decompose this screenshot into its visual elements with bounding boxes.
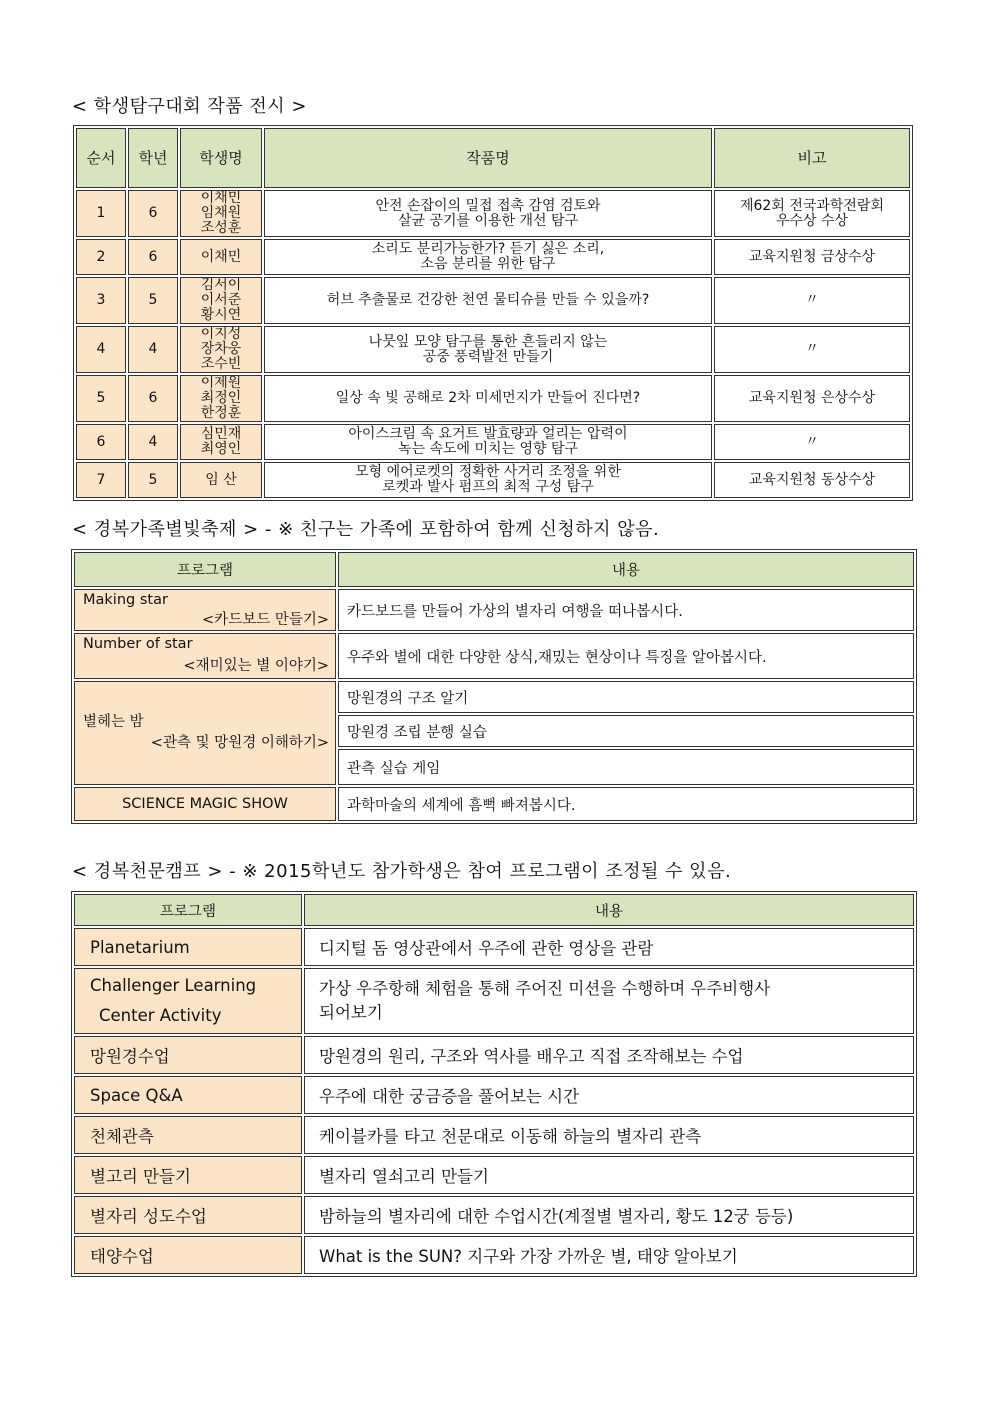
header-program: 프로그램	[74, 552, 336, 587]
festival-table	[71, 549, 917, 824]
header-grade: 학년	[128, 128, 178, 188]
content-space-qa: 우주에 대한 궁금증을 풀어보는 시간	[304, 1076, 914, 1114]
table-row	[76, 326, 910, 373]
row-grade: 5	[128, 462, 178, 498]
row-work: 허브 추출물로 건강한 천연 물티슈를 만들 수 있을까?	[264, 277, 712, 324]
program-keyring: 별고리 만들기	[74, 1156, 302, 1194]
row-grade: 5	[128, 277, 178, 324]
content-night-1: 망원경의 구조 알기	[338, 681, 914, 713]
content-magic-show: 과학마술의 세계에 흠뻑 빠져봅시다.	[338, 787, 914, 821]
header-content: 내용	[304, 894, 914, 926]
header-note: 비고	[714, 128, 910, 188]
row-grade: 4	[128, 326, 178, 373]
program-telescope: 망원경수업	[74, 1036, 302, 1074]
table-row	[76, 190, 910, 237]
table-row	[74, 1156, 914, 1194]
row-grade: 4	[128, 424, 178, 460]
row-note: 〃	[714, 277, 910, 324]
row-students: 이채민	[180, 239, 262, 275]
content-night-3: 관측 실습 게임	[338, 749, 914, 785]
program-night: 별헤는 밤 <관측 및 망원경 이해하기>	[74, 681, 336, 785]
row-students: 이채민 임채원 조성훈	[180, 190, 262, 237]
program-observation: 천체관측	[74, 1116, 302, 1154]
table-row	[74, 1036, 914, 1074]
section1-title: < 학생탐구대회 작품 전시 >	[72, 96, 307, 117]
row-order: 6	[76, 424, 126, 460]
program-making-star: Making star <카드보드 만들기>	[74, 589, 336, 631]
row-students: 이제원 최정인 한정훈	[180, 375, 262, 422]
row-note: 교육지원청 금상수상	[714, 239, 910, 275]
row-note: 〃	[714, 424, 910, 460]
section2-title: < 경복가족별빛축제 > - ※ 친구는 가족에 포함하여 함께 신청하지 않음.	[72, 519, 660, 540]
program-constellation: 별자리 성도수업	[74, 1196, 302, 1234]
program-sun: 태양수업	[74, 1236, 302, 1274]
content-constellation: 밤하늘의 별자리에 대한 수업시간(계절별 별자리, 황도 12궁 등등)	[304, 1196, 914, 1234]
table-row	[74, 589, 914, 631]
row-students: 임 산	[180, 462, 262, 498]
content-challenger: 가상 우주항해 체험을 통해 주어진 미션을 수행하며 우주비행사 되어보기	[304, 968, 914, 1034]
header-order: 순서	[76, 128, 126, 188]
content-sun: What is the SUN? 지구와 가장 가까운 별, 태양 알아보기	[304, 1236, 914, 1274]
row-order: 7	[76, 462, 126, 498]
content-telescope: 망원경의 원리, 구조와 역사를 배우고 직접 조작해보는 수업	[304, 1036, 914, 1074]
program-magic-show: SCIENCE MAGIC SHOW	[74, 787, 336, 821]
header-program: 프로그램	[74, 894, 302, 926]
table-row	[74, 1116, 914, 1154]
table-row	[76, 239, 910, 275]
row-work: 아이스크림 속 요거트 발효량과 얼리는 압력이 녹는 속도에 미치는 영향 탐구	[264, 424, 712, 460]
content-making-star: 카드보드를 만들어 가상의 별자리 여행을 떠나봅시다.	[338, 589, 914, 631]
row-students: 이지성 장차웅 조수빈	[180, 326, 262, 373]
header-work: 작품명	[264, 128, 712, 188]
table-row	[74, 1196, 914, 1234]
row-work: 모형 에어로켓의 정확한 사거리 조정을 위한 로켓과 발사 펌프의 최적 구성 탐구	[264, 462, 712, 498]
table-row	[76, 277, 910, 324]
content-number-of-star: 우주와 별에 대한 다양한 상식,재밌는 현상이나 특징을 알아봅시다.	[338, 633, 914, 679]
row-note: 교육지원청 은상수상	[714, 375, 910, 422]
program-planetarium: Planetarium	[74, 928, 302, 966]
row-order: 1	[76, 190, 126, 237]
row-work: 나뭇잎 모양 탐구를 통한 흔들리지 않는 공중 풍력발전 만들기	[264, 326, 712, 373]
row-work: 소리도 분리가능한가? 듣기 싫은 소리, 소음 분리를 위한 탐구	[264, 239, 712, 275]
row-grade: 6	[128, 190, 178, 237]
table-row	[74, 928, 914, 966]
row-order: 4	[76, 326, 126, 373]
table-row	[74, 968, 914, 1034]
row-students: 김서이 이서준 황시연	[180, 277, 262, 324]
row-order: 2	[76, 239, 126, 275]
row-students: 심민재 최영인	[180, 424, 262, 460]
row-order: 3	[76, 277, 126, 324]
header-students: 학생명	[180, 128, 262, 188]
table-row	[74, 1236, 914, 1274]
content-planetarium: 디지털 돔 영상관에서 우주에 관한 영상을 관람	[304, 928, 914, 966]
row-note: 제62회 전국과학전람회 우수상 수상	[714, 190, 910, 237]
table-row	[74, 633, 914, 679]
table-row	[76, 424, 910, 460]
row-order: 5	[76, 375, 126, 422]
section3-title: < 경복천문캠프 > - ※ 2015학년도 참가학생은 참여 프로그램이 조정될 수 있음.	[72, 861, 732, 882]
content-keyring: 별자리 열쇠고리 만들기	[304, 1156, 914, 1194]
row-grade: 6	[128, 239, 178, 275]
table-row	[74, 787, 914, 821]
table-row	[76, 375, 910, 422]
row-grade: 6	[128, 375, 178, 422]
program-space-qa: Space Q&A	[74, 1076, 302, 1114]
content-observation: 케이블카를 타고 천문대로 이동해 하늘의 별자리 관측	[304, 1116, 914, 1154]
table-row	[76, 462, 910, 498]
camp-table	[71, 891, 917, 1277]
exhibit-table	[73, 125, 913, 501]
program-number-of-star: Number of star <재미있는 별 이야기>	[74, 633, 336, 679]
header-content: 내용	[338, 552, 914, 587]
content-night-2: 망원경 조립 분행 실습	[338, 715, 914, 747]
row-note: 〃	[714, 326, 910, 373]
row-note: 교육지원청 동상수상	[714, 462, 910, 498]
row-work: 안전 손잡이의 밀접 접촉 감염 검토와 살균 공기를 이용한 개선 탐구	[264, 190, 712, 237]
table-row	[74, 681, 914, 713]
program-challenger: Challenger Learning Center Activity	[74, 968, 302, 1034]
row-work: 일상 속 빛 공해로 2차 미세먼지가 만들어 진다면?	[264, 375, 712, 422]
table-row	[74, 1076, 914, 1114]
